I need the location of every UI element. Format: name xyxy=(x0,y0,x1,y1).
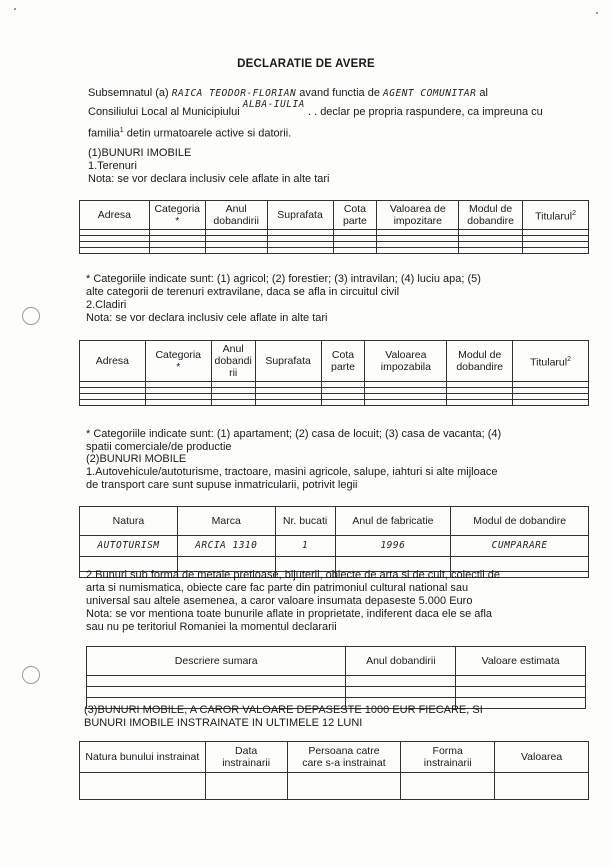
table-row xyxy=(80,400,589,406)
table-header-cell: Adresa xyxy=(80,201,150,230)
table-header-row xyxy=(80,341,589,382)
table-header-cell: Forma instrainarii xyxy=(401,742,495,773)
buildings-table xyxy=(79,340,589,406)
table-row xyxy=(87,676,586,687)
intro-line-3 xyxy=(88,124,291,141)
table-header-cell: Persoana catre care s-a instrainat xyxy=(287,742,401,773)
valuables-table xyxy=(86,646,586,709)
table-header-cell: Modul de dobandire xyxy=(451,507,589,536)
table-header-cell: Valoare estimata xyxy=(456,647,586,676)
valuables-text-2: arta si numismatica, obiecte care fac parte din patrimoniul cultural national sau xyxy=(86,582,469,594)
intro-line-2 xyxy=(88,99,543,120)
table-header-cell: Adresa xyxy=(80,341,146,382)
page-title: DECLARATIE DE AVERE xyxy=(237,58,375,70)
buildings-note: Nota: se vor declara inclusiv cele aflate in alte tari xyxy=(86,312,328,324)
buildings-footnote-1: * Categoriile indicate sunt: (1) apartament; (2) casa de locuit; (3) casa de vacanta; (4) xyxy=(86,428,502,440)
declarant-name: RAICA TEODOR-FLORIAN xyxy=(171,88,297,99)
table-header-cell: Anul dobandirii xyxy=(346,647,456,676)
section-1-heading: (1)BUNURI IMOBILE xyxy=(88,147,192,159)
intro-text: Consiliului Local al Municipiului xyxy=(88,106,240,118)
section-3-heading-1: (3)BUNURI MOBILE, A CAROR VALOARE DEPASESTE 1000 EUR FIECARE, SI xyxy=(84,704,483,716)
alienated-assets-table xyxy=(79,741,589,800)
table-row xyxy=(80,248,589,254)
table-header-row xyxy=(80,507,589,536)
table-header-cell: Cota parte xyxy=(333,201,377,230)
table-header-cell: Natura bunului instrainat xyxy=(80,742,206,773)
table-header-row xyxy=(80,742,589,773)
vehicle-year: 1996 xyxy=(335,536,451,557)
terrains-footnote-1: * Categoriile indicate sunt: (1) agricol; (2) forestier; (3) intravilan; (4) luciu apa; (5) xyxy=(86,273,481,285)
vehicle-brand: ARCIA 1310 xyxy=(177,536,275,557)
intro-text: detin urmatoarele active si datorii. xyxy=(123,127,292,140)
vehicles-subheading-2: de transport care sunt supuse inmatricularii, potrivit legii xyxy=(86,479,358,491)
table-header-cell: Categoria * xyxy=(149,201,205,230)
vehicles-subheading-1: 1.Autovehicule/autoturisme, tractoare, masini agricole, salupe, iahturi si alte mijloace xyxy=(86,466,498,478)
valuables-note-1: Nota: se vor mentiona toate bunurile aflate in proprietate, indiferent daca ele se afla xyxy=(86,608,493,620)
table-header-cell: Titularul$^2$ xyxy=(523,201,589,230)
intro-text: avand functia de xyxy=(299,87,380,99)
footnote-mark: 1 xyxy=(119,127,124,134)
terrains-subheading: 1.Terenuri xyxy=(88,160,137,172)
buildings-footnote-2: spatii comerciale/de productie xyxy=(86,441,232,453)
table-header-cell: Anul de fabricatie xyxy=(335,507,451,536)
table-header-cell: Descriere sumara xyxy=(87,647,346,676)
municipality-name: ALBA-IULIA xyxy=(242,99,305,110)
section-2-heading: (2)BUNURI MOBILE xyxy=(86,453,187,465)
terrains-note: Nota: se vor declara inclusiv cele aflate in alte tari xyxy=(88,173,330,185)
valuables-text-1: 2.Bunuri sub forma de metale pretioase, bijuterii, obiecte de arta si de cult, colectii de xyxy=(86,569,500,581)
intro-text: al xyxy=(479,87,488,99)
table-header-cell: Valoarea de impozitare xyxy=(377,201,459,230)
valuables-note-2: sau nu pe teritoriul Romaniei la momentul declararii xyxy=(86,621,337,633)
table-header-cell: Marca xyxy=(177,507,275,536)
punch-hole xyxy=(22,307,40,325)
table-row xyxy=(80,773,589,800)
terrains-footnote-2: alte categorii de terenuri extravilane, daca se afla in circuitul civil xyxy=(86,286,400,298)
vehicle-type: AUTOTURISM xyxy=(80,536,178,557)
section-3-heading-2: BUNURI IMOBILE INSTRAINATE IN ULTIMELE 12 LUNI xyxy=(84,717,363,729)
intro-text: familia xyxy=(88,127,120,140)
table-header-cell: Modul de dobandire xyxy=(447,341,513,382)
table-header-cell: Data instrainarii xyxy=(205,742,287,773)
table-row xyxy=(80,536,589,557)
declarant-function: AGENT COMUNITAR xyxy=(383,88,477,99)
table-header-cell: Cota parte xyxy=(321,341,365,382)
table-header-cell: Natura xyxy=(80,507,178,536)
table-header-cell: Titularul$^2$ xyxy=(513,341,589,382)
scan-speck xyxy=(596,12,598,14)
table-header-cell: Suprafata xyxy=(267,201,333,230)
table-header-cell: Modul de dobandire xyxy=(459,201,523,230)
table-header-cell: Suprafata xyxy=(255,341,321,382)
table-header-cell: Anul dobandirii xyxy=(205,201,267,230)
valuables-text-3: universal sau altele asemenea, a caror valoare insumata depaseste 5.000 Euro xyxy=(86,595,473,607)
intro-text: Subsemnatul (a) xyxy=(88,87,169,99)
vehicle-count: 1 xyxy=(275,536,335,557)
table-header-cell: Anul dobandi rii xyxy=(211,341,255,382)
table-header-cell: Nr. bucati xyxy=(275,507,335,536)
table-row xyxy=(87,687,586,698)
table-header-row xyxy=(87,647,586,676)
intro-text: . . declar pe propria raspundere, ca impreuna cu xyxy=(307,106,543,118)
table-header-cell: Valoarea impozabila xyxy=(365,341,447,382)
scan-speck xyxy=(14,8,16,10)
table-header-cell: Categoria * xyxy=(145,341,211,382)
terrains-table xyxy=(79,200,589,254)
table-header-row xyxy=(80,201,589,230)
punch-hole xyxy=(22,666,40,684)
buildings-subheading: 2.Cladiri xyxy=(86,299,127,311)
table-header-cell: Valoarea xyxy=(495,742,589,773)
vehicle-acquisition-mode: CUMPARARE xyxy=(451,536,589,557)
